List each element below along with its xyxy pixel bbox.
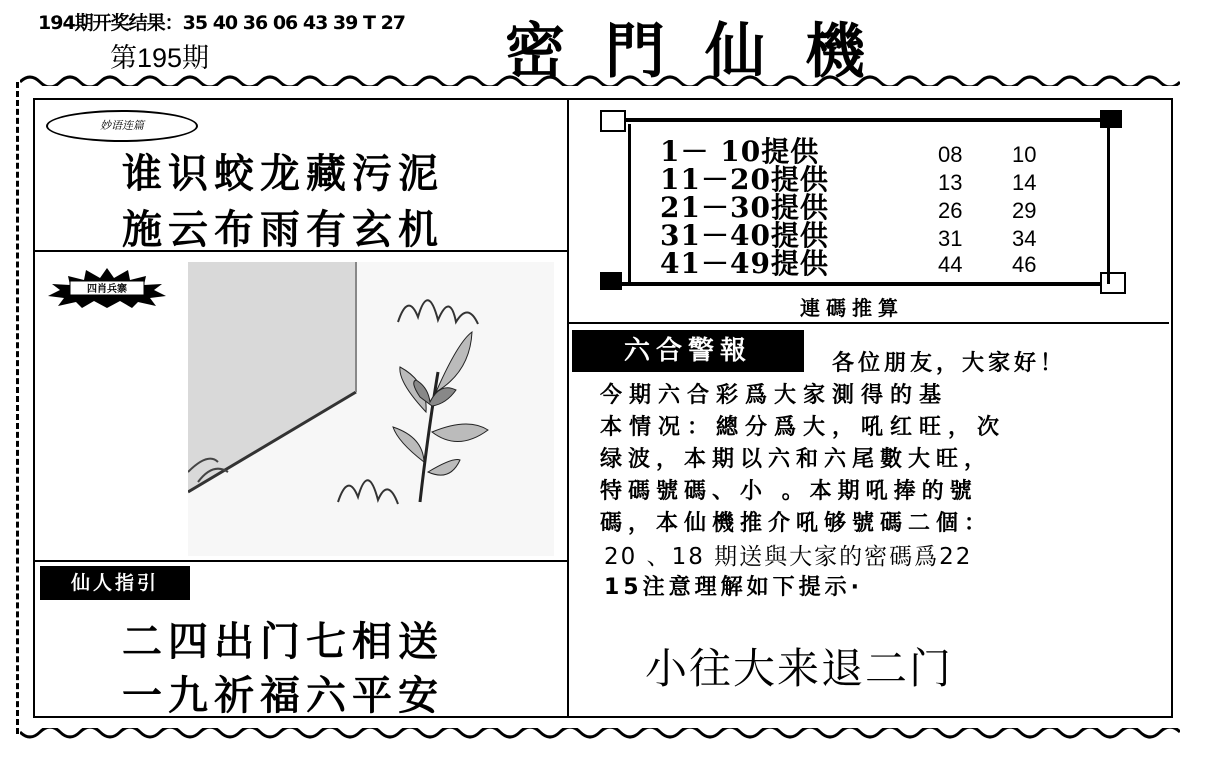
range-label: 41－49提供 — [660, 247, 829, 280]
starburst-badge — [48, 268, 166, 308]
page-title: 密門仙機 — [505, 17, 905, 87]
range-label: 31－40提供 — [660, 219, 829, 252]
range-number-b: 46 — [1012, 252, 1037, 277]
alert-line: 20 、18 期送與大家的密碼爲22 — [604, 544, 973, 570]
guide-line-2: 一九祈福六平安 — [122, 672, 444, 719]
ranges-top-bar — [608, 118, 1120, 122]
left-divider-2 — [35, 560, 567, 562]
range-number-b: 34 — [1012, 226, 1037, 251]
previous-result: 194期开奖结果：35 40 36 06 43 39 T 27 — [38, 12, 406, 34]
range-number-b: 10 — [1012, 142, 1037, 167]
alert-line: 碼，本仙機推介吼够號碼二個： — [600, 511, 993, 536]
alert-line: 今期六合彩爲大家測得的基 — [600, 383, 949, 408]
range-label: 21－30提供 — [660, 191, 829, 224]
range-number-b: 29 — [1012, 198, 1037, 223]
range-number-a: 08 — [938, 142, 963, 167]
heart-corner-icon — [600, 110, 626, 132]
alert-line: 本情况：總分爲大，吼红旺，次 — [600, 415, 1007, 440]
alert-greeting: 各位朋友，大家好！ — [832, 351, 1067, 376]
alert-line: 15注意理解如下提示· — [604, 575, 863, 600]
ranges-caption: 連碼推算 — [800, 296, 904, 320]
heart-corner-icon — [600, 272, 622, 290]
poem-line-2: 施云布雨有玄机 — [122, 206, 444, 253]
range-number-a: 44 — [938, 252, 963, 277]
poem-line-1: 谁识蛟龙藏污泥 — [122, 150, 444, 197]
issue-number: 第195期 — [110, 43, 210, 73]
column-divider — [567, 98, 569, 716]
range-number-a: 13 — [938, 170, 963, 195]
range-label: 11－20提供 — [660, 163, 829, 196]
range-number-a: 26 — [938, 198, 963, 223]
guide-line-1: 二四出门七相送 — [122, 618, 444, 665]
poem-badge: 妙语连篇 — [46, 110, 198, 142]
guide-badge: 仙人指引 — [40, 566, 190, 600]
range-label: 1－ 10提供 — [660, 135, 820, 168]
butterfly-plant-illustration — [188, 262, 554, 556]
starburst-badge-text: 四肖兵寨 — [87, 284, 127, 295]
right-divider — [569, 322, 1169, 324]
range-number-a: 31 — [938, 226, 963, 251]
alert-badge: 六合警報 — [572, 330, 804, 372]
alert-line: 特碼號碼、小 。本期吼捧的號 — [600, 479, 978, 504]
range-number-b: 14 — [1012, 170, 1037, 195]
alert-line: 绿波，本期以六和六尾數大旺， — [600, 447, 993, 472]
bottom-hint: 小往大来退二门 — [645, 644, 954, 693]
